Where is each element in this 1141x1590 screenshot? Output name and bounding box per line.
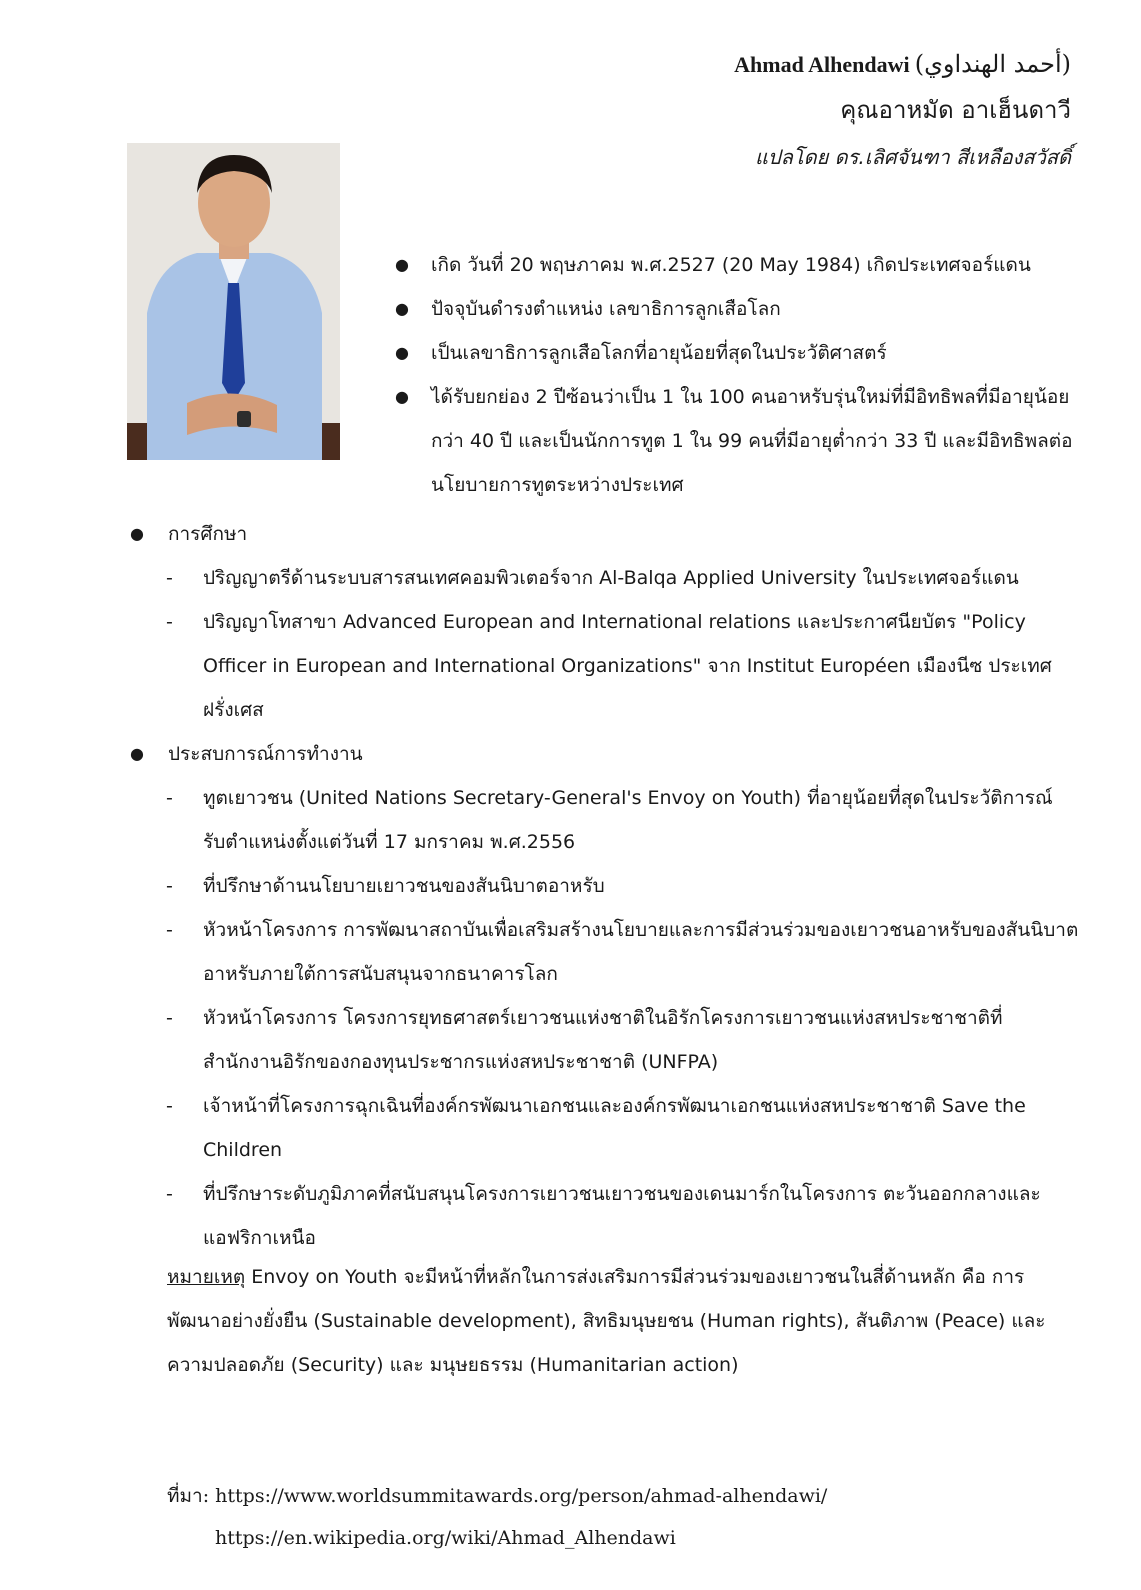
- experience-heading: ● ประสบการณ์การทำงาน: [130, 732, 1080, 776]
- experience-item: - ที่ปรึกษาด้านนโยบายเยาวชนของสันนิบาตอาหรับ: [166, 875, 605, 897]
- source-url-2[interactable]: https://en.wikipedia.org/wiki/Ahmad_Alhendawi: [215, 1527, 676, 1549]
- source-url-1[interactable]: https://www.worldsummitawards.org/person/ahmad-alhendawi/: [215, 1485, 828, 1507]
- experience-item: - เจ้าหน้าที่โครงการฉุกเฉินที่องค์กรพัฒนาเอกชนและองค์กรพัฒนาเอกชนแห่งสหประชาชาติ Save the Children: [166, 1095, 1026, 1161]
- note-label: หมายเหตุ: [167, 1266, 246, 1288]
- page-header: [734, 50, 1071, 173]
- bio-item: ● เป็นเลขาธิการลูกเสือโลกที่อายุน้อยที่สุดในประวัติศาสตร์: [395, 331, 1075, 375]
- source-block: [167, 1475, 827, 1559]
- experience-item: - หัวหน้าโครงการ การพัฒนาสถาบันเพื่อเสริมสร้างนโยบายและการมีส่วนร่วมของเยาวชนอาหรับของสันนิบาตอาหรับภายใต้การสนับสนุนจากธนาคารโลก: [166, 919, 1079, 985]
- note-text: Envoy on Youth จะมีหน้าที่หลักในการส่งเสริมการมีส่วนร่วมของเยาวชนในสี่ด้านหลัก คือ การพัฒนาอย่างยั่งยืน (Sustainable development), สิทธิมนุษยชน (Human rights), สันติภาพ (Peace) และความปลอดภัย (Security) และ มนุษยธรรม (Humanitarian action): [167, 1266, 1046, 1376]
- bio-item: ● ได้รับยกย่อง 2 ปีซ้อนว่าเป็น 1 ใน 100 คนอาหรับรุ่นใหม่ที่มีอิทธิพลที่มีอายุน้อยกว่า 40 ปี และเป็นนักการทูต 1 ใน 99 คนที่มีอายุต่ำกว่า 33 ปี และมีอิทธิพลต่อนโยบายการทูตระหว่างประเทศ: [395, 375, 1075, 507]
- bio-list: [395, 243, 1075, 507]
- portrait-photo: [127, 143, 340, 460]
- note-paragraph: [167, 1255, 1077, 1387]
- main-sections: [130, 512, 1080, 1260]
- name-english: Ahmad Alhendawi: [734, 52, 910, 77]
- experience-item: - หัวหน้าโครงการ โครงการยุทธศาสตร์เยาวชนแห่งชาติในอิรักโครงการเยาวชนแห่งสหประชาชาติที่สำนักงานอิรักของกองทุนประชากรแห่งสหประชาชาติ (UNFPA): [166, 1007, 1003, 1073]
- name-thai: คุณอาหมัด อาเฮ็นดาวี: [840, 96, 1071, 124]
- education-heading: ● การศึกษา: [130, 512, 1080, 556]
- source-label: ที่มา:: [167, 1485, 210, 1507]
- translator-credit: แปลโดย ดร.เลิศจันฑา สีเหลืองสวัสดิ์: [755, 145, 1071, 169]
- title-line: [734, 50, 1071, 78]
- experience-item: - ทูตเยาวชน (United Nations Secretary-General's Envoy on Youth) ที่อายุน้อยที่สุดในประวัติการณ์ รับตำแหน่งตั้งแต่วันที่ 17 มกราคม พ.ศ.2556: [166, 787, 1053, 853]
- education-item: - ปริญญาตรีด้านระบบสารสนเทศคอมพิวเตอร์จาก Al-Balqa Applied University ในประเทศจอร์แดน: [166, 567, 1019, 589]
- education-item: - ปริญญาโทสาขา Advanced European and International relations และประกาศนียบัตร "Policy Officer in European and International Organizations" จาก Institut Européen เมืองนีซ ประเทศฝรั่งเศส: [166, 611, 1052, 721]
- name-arabic: (أحمد الهنداوي): [914, 50, 1071, 78]
- portrait-illustration: [127, 143, 340, 460]
- bio-item: ● ปัจจุบันดำรงตำแหน่ง เลขาธิการลูกเสือโลก: [395, 287, 1075, 331]
- bio-item: ● เกิด วันที่ 20 พฤษภาคม พ.ศ.2527 (20 May 1984) เกิดประเทศจอร์แดน: [395, 243, 1075, 287]
- experience-item: - ที่ปรึกษาระดับภูมิภาคที่สนับสนุนโครงการเยาวชนเยาวชนของเดนมาร์กในโครงการ ตะวันออกกลางและแอฟริกาเหนือ: [166, 1183, 1041, 1249]
